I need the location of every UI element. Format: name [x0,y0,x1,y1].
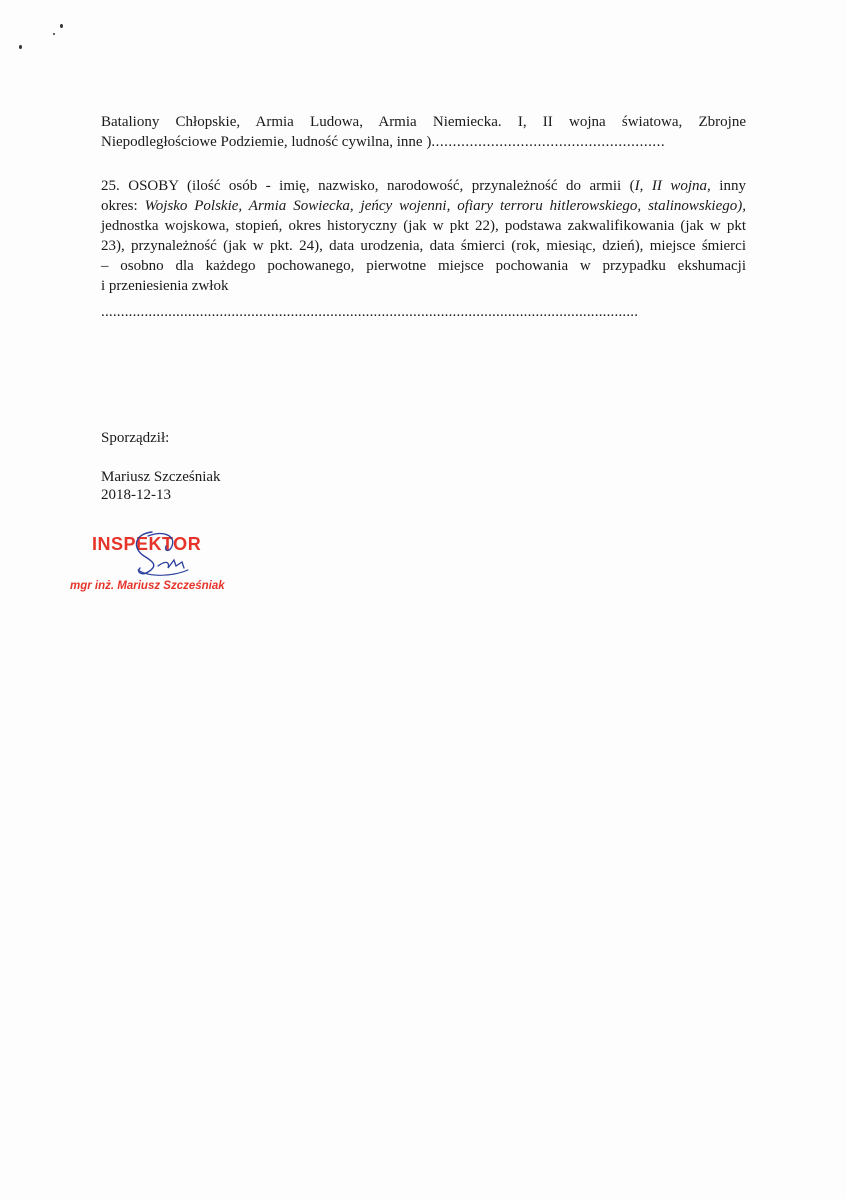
fill-dots: ........................................................................................................................................ [101,304,639,320]
paragraph-line: Bataliony Chłopskie, Armia Ludowa, Armia Niemiecka. I, II wojna światowa, Zbrojne [101,114,746,130]
paragraph-line [101,132,746,152]
paragraph-line [101,176,746,196]
paragraph-line: i przeniesienia zwłok [101,278,229,294]
inspector-stamp [64,526,229,598]
paragraph-line: – osobno dla każdego pochowanego, pierwotne miejsce pochowania w przypadku ekshumacji [101,258,746,274]
section-previous-text [101,112,746,152]
italic-text: I, II wojna, [634,178,711,194]
paragraph-line [101,196,746,216]
section-25-osoby [101,176,746,322]
line-text: 25. OSOBY (ilość osób - imię, nazwisko, narodowość, przynależność do armii ( [101,178,635,194]
preparer-name: Mariusz Szcześniak [101,469,221,485]
stamp-title: INSPEKTOR [92,534,202,554]
scan-speck [53,33,55,35]
stamp-name: mgr inż. Mariusz Szcześniak [70,580,225,592]
paragraph-line: jednostka wojskowa, stopień, okres historyczny (jak w pkt 22), podstawa zakwalifikowania (jak w pkt [101,218,746,234]
line-text: Niepodległościowe Podziemie, ludność cywilna, inne ) [101,134,432,150]
italic-text: Wojsko Polskie, Armia Sowiecka, jeńcy wojenni, ofiary terroru hitlerowskiego, stalinowskiego), [144,198,746,214]
document-date: 2018-12-13 [101,487,171,503]
scan-speck [19,45,22,49]
handwritten-signature [114,526,224,586]
line-text: inny [710,178,746,194]
line-text: okres: [101,198,145,214]
paragraph-line: 23), przynależność (jak w pkt. 24), data urodzenia, data śmierci (rok, miesiąc, dzień), miejsce śmierci [101,238,746,254]
prepared-by-label: Sporządził: [101,430,170,446]
fill-dots: ....................................................... [431,134,666,150]
scan-speck [60,24,63,28]
